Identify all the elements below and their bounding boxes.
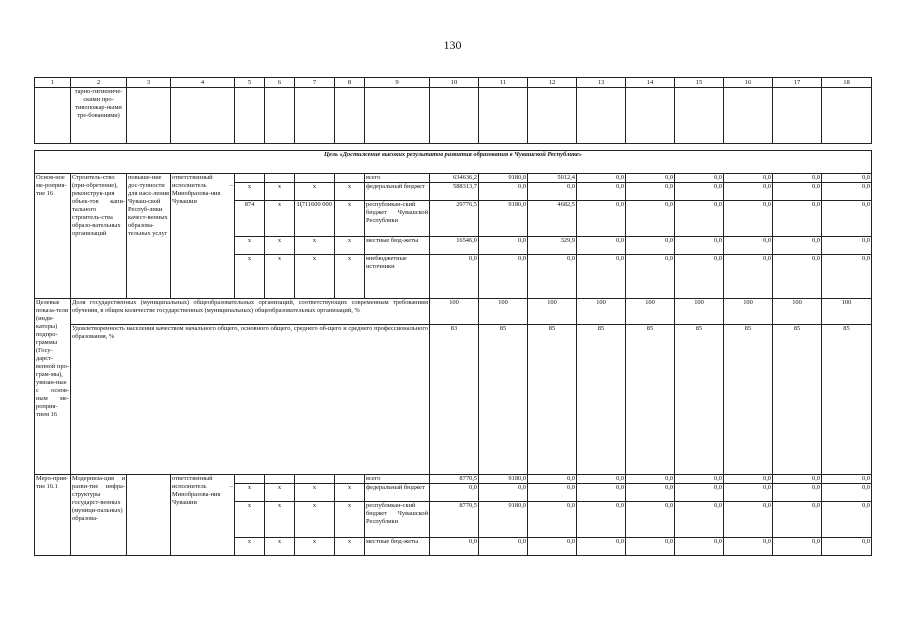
table-cell: x [265,237,295,255]
amount-cell: 8770,5 [430,475,479,484]
table-cell: x [335,538,365,556]
amount-cell: 634636,2 [430,174,479,183]
amount-cell: 0,0 [577,255,626,299]
indicator-value: 100 [822,299,872,325]
amount-cell: 9180,0 [479,502,528,538]
table-cell [626,88,675,144]
amount-cell: 29776,5 [430,201,479,237]
amount-cell: 0,0 [577,538,626,556]
table-cell [675,88,724,144]
table-cell: x [295,237,335,255]
indicator-value: 85 [675,325,724,475]
amount-cell: 0,0 [479,255,528,299]
header-row [35,78,872,88]
amount-cell: 0,0 [773,183,822,201]
amount-cell: 0,0 [675,174,724,183]
table-cell [335,88,365,144]
amount-cell: 9180,0 [479,174,528,183]
amount-cell: 0,0 [822,237,872,255]
amount-cell: 0,0 [528,538,577,556]
amount-cell: 0,0 [773,484,822,502]
indicator-value: 85 [773,325,822,475]
column-number: 13 [577,78,626,88]
table-cell: Ц711600 000 [295,201,335,237]
table-cell: 874 [235,201,265,237]
table-cell: x [295,502,335,538]
amount-cell: 9180,0 [479,475,528,484]
amount-cell: 329,9 [528,237,577,255]
amount-cell: 0,0 [626,201,675,237]
table-row [35,299,872,325]
amount-cell: 0,0 [822,538,872,556]
amount-cell: 0,0 [675,237,724,255]
table-cell [35,144,872,151]
table-cell [479,88,528,144]
amount-cell: 16546,0 [430,237,479,255]
amount-cell: 0,0 [626,255,675,299]
indicator-value: 85 [577,325,626,475]
amount-cell: 0,0 [675,255,724,299]
amount-cell: 0,0 [822,201,872,237]
page-number: 130 [443,38,462,52]
table-row [35,325,872,475]
amount-cell: 0,0 [626,183,675,201]
amount-cell: 0,0 [528,502,577,538]
table-cell [430,88,479,144]
column-number: 4 [171,78,235,88]
amount-cell: 9180,0 [479,201,528,237]
table-cell: тарно-гигиениче-скими про-тивопожар-ными тре-бованиями) [71,88,127,144]
amount-cell: 0,0 [626,538,675,556]
column-number: 16 [724,78,773,88]
table-cell [265,88,295,144]
measure-executor: ответственный исполнитель – Минобразова-ния Чувашии [171,174,235,299]
column-number: 3 [127,78,171,88]
table-cell: x [265,183,295,201]
amount-cell: 0,0 [577,237,626,255]
measure-name: Основ-ное ме-роприя-тие 16 [35,174,71,299]
indicator-value: 85 [724,325,773,475]
table-cell [335,475,365,484]
indicator-value: 100 [528,299,577,325]
table-cell: x [295,538,335,556]
column-number: 6 [265,78,295,88]
amount-cell: 0,0 [430,538,479,556]
amount-cell: 0,0 [479,237,528,255]
amount-cell: 0,0 [724,484,773,502]
amount-cell: 0,0 [675,201,724,237]
table-cell [822,88,872,144]
table-cell: x [335,201,365,237]
indicator-value: 100 [430,299,479,325]
goal-title: Цель «Достижение высоких результатов развития образования в Чувашской Республике» [35,151,872,174]
indicator-value: 100 [626,299,675,325]
amount-cell: 0,0 [724,255,773,299]
indicator-text: Удовлетворенность населения качеством начального общего, основного общего, среднего об-щего и среднего профессионального образования, % [71,325,430,475]
amount-cell: 0,0 [675,538,724,556]
table-cell [35,88,71,144]
funding-source: федеральный бюджет [365,183,430,201]
table-cell [335,174,365,183]
table-cell [773,88,822,144]
table-cell [295,475,335,484]
table-row [35,174,872,183]
amount-cell: 0,0 [773,255,822,299]
measure-name: Меро-прия-тие 16.1 [35,475,71,556]
amount-cell: 0,0 [577,183,626,201]
measure-goal [127,475,171,556]
table-cell: x [335,183,365,201]
measure-goal: повыше-ние дос-тупности для насе-ления Чуваш-ской Респуб-лики качест-венных образова-тельных услуг [127,174,171,299]
amount-cell: 0,0 [675,183,724,201]
table-cell: x [335,502,365,538]
indicator-value: 100 [675,299,724,325]
spacer-row [35,144,872,151]
table-cell: x [235,484,265,502]
table-cell [577,88,626,144]
amount-cell: 0,0 [773,502,822,538]
amount-cell: 0,0 [724,201,773,237]
amount-cell: 0,0 [528,484,577,502]
column-number: 9 [365,78,430,88]
table-cell [235,475,265,484]
amount-cell: 0,0 [577,174,626,183]
table-cell: x [335,484,365,502]
indicator-text: Доля государственных (муниципальных) общеобразовательных организаций, соответствующих современным требованиям обучения, в общем количестве государственных (муниципальных) общеобразовательных организаций, % [71,299,430,325]
table-cell: x [235,502,265,538]
table-cell: x [235,255,265,299]
indicator-value: 85 [479,325,528,475]
amount-cell: 0,0 [626,502,675,538]
column-number: 12 [528,78,577,88]
table-cell [127,88,171,144]
funding-source: республикан-ский бюджет Чувашской Республики [365,502,430,538]
amount-cell: 0,0 [773,538,822,556]
amount-cell: 0,0 [479,484,528,502]
table-cell [724,88,773,144]
amount-cell: 0,0 [822,475,872,484]
column-number: 1 [35,78,71,88]
amount-cell: 4682,5 [528,201,577,237]
measure-title: Модерниза-ция и разви-тие инфра-структуры государст-венных (муници-пальных) образова- [71,475,127,556]
column-number: 8 [335,78,365,88]
amount-cell: 8770,5 [430,502,479,538]
table-cell: x [335,255,365,299]
table-cell: x [235,183,265,201]
amount-cell: 0,0 [430,255,479,299]
measure-title: Строитель-ство (при-обретение), реконструк-ция объек-тов капи-тального строитель-ства образо-вательных организаций [71,174,127,299]
column-number: 17 [773,78,822,88]
table-row [35,475,872,484]
column-number: 15 [675,78,724,88]
table-cell: x [265,255,295,299]
amount-cell: 0,0 [822,502,872,538]
amount-cell: 0,0 [479,538,528,556]
funding-source: всего [365,174,430,183]
table-cell: x [265,201,295,237]
column-number: 10 [430,78,479,88]
program-table [34,77,872,556]
table-cell: x [235,538,265,556]
table-cell [295,88,335,144]
goal-row [35,151,872,174]
table-cell [365,88,430,144]
amount-cell: 0,0 [577,475,626,484]
amount-cell: 0,0 [822,255,872,299]
amount-cell: 0,0 [822,174,872,183]
indicator-value: 85 [528,325,577,475]
amount-cell: 0,0 [724,475,773,484]
amount-cell: 0,0 [724,183,773,201]
amount-cell: 0,0 [773,174,822,183]
funding-source: всего [365,475,430,484]
amount-cell: 0,0 [724,502,773,538]
indicator-value: 85 [822,325,872,475]
column-number: 14 [626,78,675,88]
indicator-value: 100 [577,299,626,325]
amount-cell: 0,0 [626,484,675,502]
amount-cell: 0,0 [675,484,724,502]
amount-cell: 0,0 [577,484,626,502]
table-cell [235,174,265,183]
amount-cell: 0,0 [724,538,773,556]
table-cell [528,88,577,144]
amount-cell: 0,0 [528,475,577,484]
table-cell: x [295,255,335,299]
indicator-value: 100 [773,299,822,325]
amount-cell: 0,0 [724,174,773,183]
column-number: 18 [822,78,872,88]
funding-source: местные бюд-жеты [365,538,430,556]
table-cell [295,174,335,183]
table-cell [265,475,295,484]
amount-cell: 0,0 [822,183,872,201]
amount-cell: 0,0 [479,183,528,201]
funding-source: республикан-ский бюджет Чувашской Республики [365,201,430,237]
indicator-value: 100 [479,299,528,325]
amount-cell: 0,0 [577,502,626,538]
measure-executor: ответственный исполнитель – Минобразова-ния Чувашии [171,475,235,556]
table-cell: x [265,538,295,556]
table-cell: x [295,183,335,201]
column-number: 2 [71,78,127,88]
amount-cell: 0,0 [675,502,724,538]
funding-source: местные бюд-жеты [365,237,430,255]
funding-source: федеральный бюджет [365,484,430,502]
indicator-value: 100 [724,299,773,325]
column-number: 5 [235,78,265,88]
table-cell: x [235,237,265,255]
indicator-value: 85 [626,325,675,475]
amount-cell: 0,0 [675,475,724,484]
table-cell [235,88,265,144]
funding-source: внебюджетные источники [365,255,430,299]
table-cell: x [265,484,295,502]
amount-cell: 0,0 [430,484,479,502]
table-cell [171,88,235,144]
amount-cell: 0,0 [773,237,822,255]
amount-cell: 0,0 [822,484,872,502]
table-cell: x [335,237,365,255]
indicator-value: 83 [430,325,479,475]
amount-cell: 0,0 [773,475,822,484]
column-number: 11 [479,78,528,88]
amount-cell: 0,0 [626,174,675,183]
column-number: 7 [295,78,335,88]
amount-cell: 0,0 [528,183,577,201]
amount-cell: 0,0 [626,475,675,484]
indicators-label: Целевые показа-тели (инди-каторы) подпро-граммы (Госу-дарст-венной про-грам-мы), увязан-ные с основ-ным ме-роприя-тием 16 [35,299,71,475]
table-cell: x [295,484,335,502]
amount-cell: 5012,4 [528,174,577,183]
amount-cell: 0,0 [626,237,675,255]
table-cell [265,174,295,183]
table-cell: x [265,502,295,538]
amount-cell: 0,0 [773,201,822,237]
table-row [35,88,872,144]
amount-cell: 0,0 [724,237,773,255]
amount-cell: 588313,7 [430,183,479,201]
amount-cell: 0,0 [577,201,626,237]
amount-cell: 0,0 [528,255,577,299]
